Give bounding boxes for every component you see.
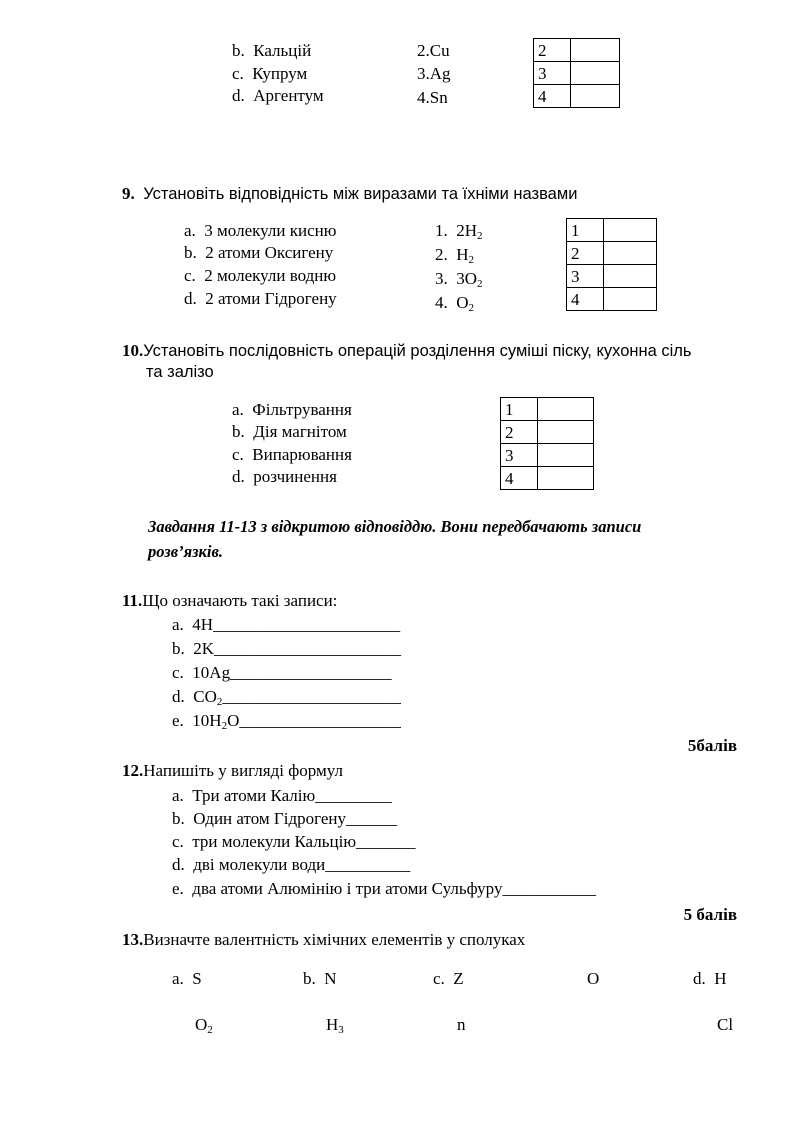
answer-cell[interactable] [538, 467, 594, 490]
answer-blank[interactable]: _____________________ [222, 687, 401, 706]
option-item: 4. $O_2$ [435, 293, 475, 314]
grid-number: 1 [567, 219, 604, 242]
list-item: c. Купрум [232, 64, 308, 83]
option-item: 1. $2H_2$ [435, 221, 483, 242]
q12-score: 5 балів [683, 905, 737, 924]
question-10-heading-cont: та залізо [146, 363, 214, 381]
list-item: b. Кальцій [232, 41, 312, 60]
grid-number: 2 [501, 421, 538, 444]
question-10-heading: 10.Установіть послідовність операцій розділення суміші піску, кухонна сіль [122, 341, 692, 360]
list-item: d. Аргентум [232, 86, 324, 105]
list-item: d. дві молекули води__________ [172, 855, 411, 874]
answer-cell[interactable] [604, 288, 657, 311]
answer-cell[interactable] [538, 444, 594, 467]
list-item: b. Один атом Гідрогену______ [172, 809, 397, 828]
compound-item: c. Z [433, 969, 464, 988]
compound-item: O [587, 969, 600, 988]
option-item: 2.Cu [417, 41, 450, 60]
grid-number: 3 [501, 444, 538, 467]
grid-number: 1 [501, 398, 538, 421]
compound-item: d. H [693, 969, 727, 988]
answer-blank[interactable]: ______________________ [213, 615, 401, 634]
grid-number: 4 [534, 85, 571, 108]
compound-item: $O_2$ [195, 1015, 213, 1036]
answer-cell[interactable] [538, 398, 594, 421]
list-item: a. Три атоми Калію_________ [172, 786, 392, 805]
question-11-heading: 11.Що означають такі записи: [122, 591, 338, 610]
question-13-heading: 13.Визначте валентність хімічних елементів у сполуках [122, 930, 526, 949]
answer-grid-q8 [533, 38, 620, 108]
compound-item: b. N [303, 969, 337, 988]
answer-grid-q9 [566, 218, 657, 311]
list-item: d. 2 атоми Гідрогену [184, 289, 337, 308]
option-item: 2. $H_2$ [435, 245, 475, 266]
list-item: c. 2 молекули водню [184, 266, 337, 285]
compound-item: $H_3$ [326, 1015, 344, 1036]
answer-cell[interactable] [604, 219, 657, 242]
list-item: c. три молекули Кальцію_______ [172, 832, 416, 851]
answer-grid-q10 [500, 397, 594, 490]
list-item: a. Фільтрування [232, 400, 352, 419]
answer-cell[interactable] [571, 39, 620, 62]
grid-number: 2 [567, 242, 604, 265]
answer-blank[interactable]: ___________________ [239, 711, 401, 730]
section-note-line1: Завдання 11-13 з відкритою відповіддю. Вони передбачають записи [148, 517, 642, 536]
compound-item: a. S [172, 969, 202, 988]
q11-score: 5балів [687, 736, 737, 755]
option-item: 3. $3O_2$ [435, 269, 483, 290]
grid-number: 3 [534, 62, 571, 85]
compound-item: n [457, 1015, 466, 1034]
option-item: 4.Sn [417, 88, 448, 107]
answer-cell[interactable] [571, 85, 620, 108]
grid-number: 4 [567, 288, 604, 311]
list-item: b. Дія магнітом [232, 422, 347, 441]
grid-number: 3 [567, 265, 604, 288]
answer-cell[interactable] [538, 421, 594, 444]
grid-number: 4 [501, 467, 538, 490]
list-item: b. 2 атоми Оксигену [184, 243, 334, 262]
answer-cell[interactable] [604, 242, 657, 265]
option-item: 3.Ag [417, 64, 451, 83]
question-12-heading: 12.Напишіть у вигляді формул [122, 761, 343, 780]
list-item: a. 4H______________________ [172, 615, 401, 634]
section-note-line2: розв’язків. [148, 542, 223, 561]
list-item: b. 2K______________________ [172, 639, 402, 658]
list-item: d. $CO_2\_\_\_\_\_\_\_\_\_\_\_\_\_\_\_\_\_\_\_\_\_$ [172, 687, 401, 708]
list-item: d. розчинення [232, 467, 337, 486]
list-item: a. 3 молекули кисню [184, 221, 337, 240]
compound-item: Cl [717, 1015, 734, 1034]
list-item: e. $10H_2O\_\_\_\_\_\_\_\_\_\_\_\_\_\_\_\_\_\_\_$ [172, 711, 401, 732]
answer-cell[interactable] [571, 62, 620, 85]
list-item: c. 10Ag___________________ [172, 663, 392, 682]
grid-number: 2 [534, 39, 571, 62]
list-item: c. Випарювання [232, 445, 352, 464]
answer-blank[interactable]: ______________________ [214, 639, 402, 658]
question-9-heading: 9. Установіть відповідність між виразами та їхніми назвами [122, 184, 578, 203]
answer-blank[interactable]: ___________________ [230, 663, 392, 682]
answer-cell[interactable] [604, 265, 657, 288]
list-item: e. два атоми Алюмінію і три атоми Сульфуру___________ [172, 879, 596, 898]
